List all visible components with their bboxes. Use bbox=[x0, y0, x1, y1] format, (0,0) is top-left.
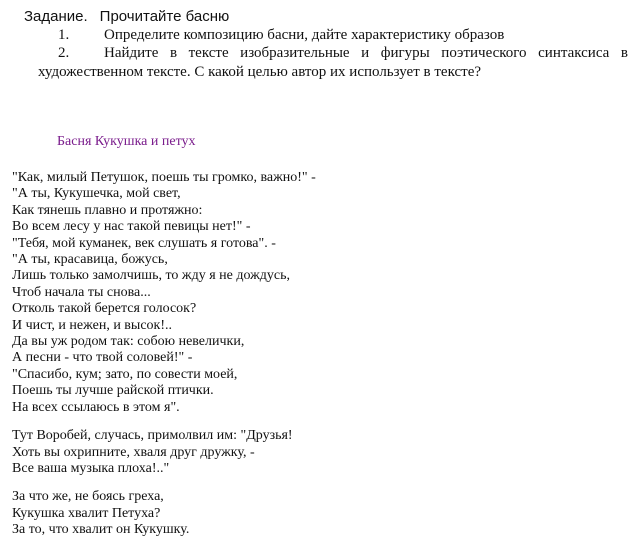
task-item-number: 2. bbox=[58, 45, 70, 61]
verse-line: За то, что хвалит он Кукушку. bbox=[12, 522, 190, 538]
verse-line: Отколь такой берется голосок? bbox=[12, 301, 197, 317]
task-item-2-continuation: художественном тексте. С какой целью автор их использует в тексте? bbox=[38, 64, 482, 80]
verse-line: Во всем лесу у нас такой певицы нет!" - bbox=[12, 219, 251, 235]
verse-line: Тут Воробей, случась, примолвил им: "Друзья! bbox=[12, 428, 293, 444]
verse-line: "А ты, Кукушечка, мой свет, bbox=[12, 186, 181, 202]
task-item-number: 1. bbox=[58, 27, 70, 43]
verse-line: Все ваша музыка плоха!.." bbox=[12, 460, 170, 476]
stanza-1 bbox=[12, 170, 316, 416]
verse-line: За что же, не боясь греха, bbox=[12, 489, 164, 505]
verse-line: Хоть вы охрипните, хваля друг дружку, - bbox=[12, 444, 255, 460]
verse-line: "Как, милый Петушок, поешь ты громко, важно!" - bbox=[12, 170, 316, 185]
verse-line: Да вы уж родом так: собою невелички, bbox=[12, 334, 245, 350]
verse-line: Чтоб начала ты снова... bbox=[12, 284, 151, 300]
verse-line: Поешь ты лучше райской птички. bbox=[12, 383, 214, 399]
stanza-2 bbox=[12, 428, 316, 477]
task-instruction: Прочитайте басню bbox=[99, 8, 230, 25]
task-item-text: Определите композицию басни, дайте характеристику образов bbox=[104, 27, 505, 43]
stanza-3 bbox=[12, 489, 316, 538]
verse-line: Лишь только замолчишь, то жду я не дождусь, bbox=[12, 268, 291, 284]
fable-text bbox=[12, 170, 316, 539]
verse-line: Как тянешь плавно и протяжно: bbox=[12, 202, 203, 218]
task-item-text: Найдите в тексте изобразительные и фигуры поэтического синтаксиса в bbox=[104, 45, 628, 61]
fable-title: Басня Кукушка и петух bbox=[57, 134, 196, 149]
task-label: Задание. bbox=[24, 8, 88, 25]
verse-line: "А ты, красавица, божусь, bbox=[12, 252, 168, 268]
verse-line: "Тебя, мой куманек, век слушать я готова". - bbox=[12, 235, 276, 251]
task-heading bbox=[24, 8, 229, 26]
verse-line: Кукушка хвалит Петуха? bbox=[12, 505, 161, 521]
verse-line: На всех ссылаюсь в этом я". bbox=[12, 399, 180, 415]
verse-line: А песни - что твой соловей!" - bbox=[12, 350, 193, 366]
verse-line: И чист, и нежен, и высок!.. bbox=[12, 317, 173, 333]
verse-line: "Спасибо, кум; зато, по совести моей, bbox=[12, 366, 238, 382]
